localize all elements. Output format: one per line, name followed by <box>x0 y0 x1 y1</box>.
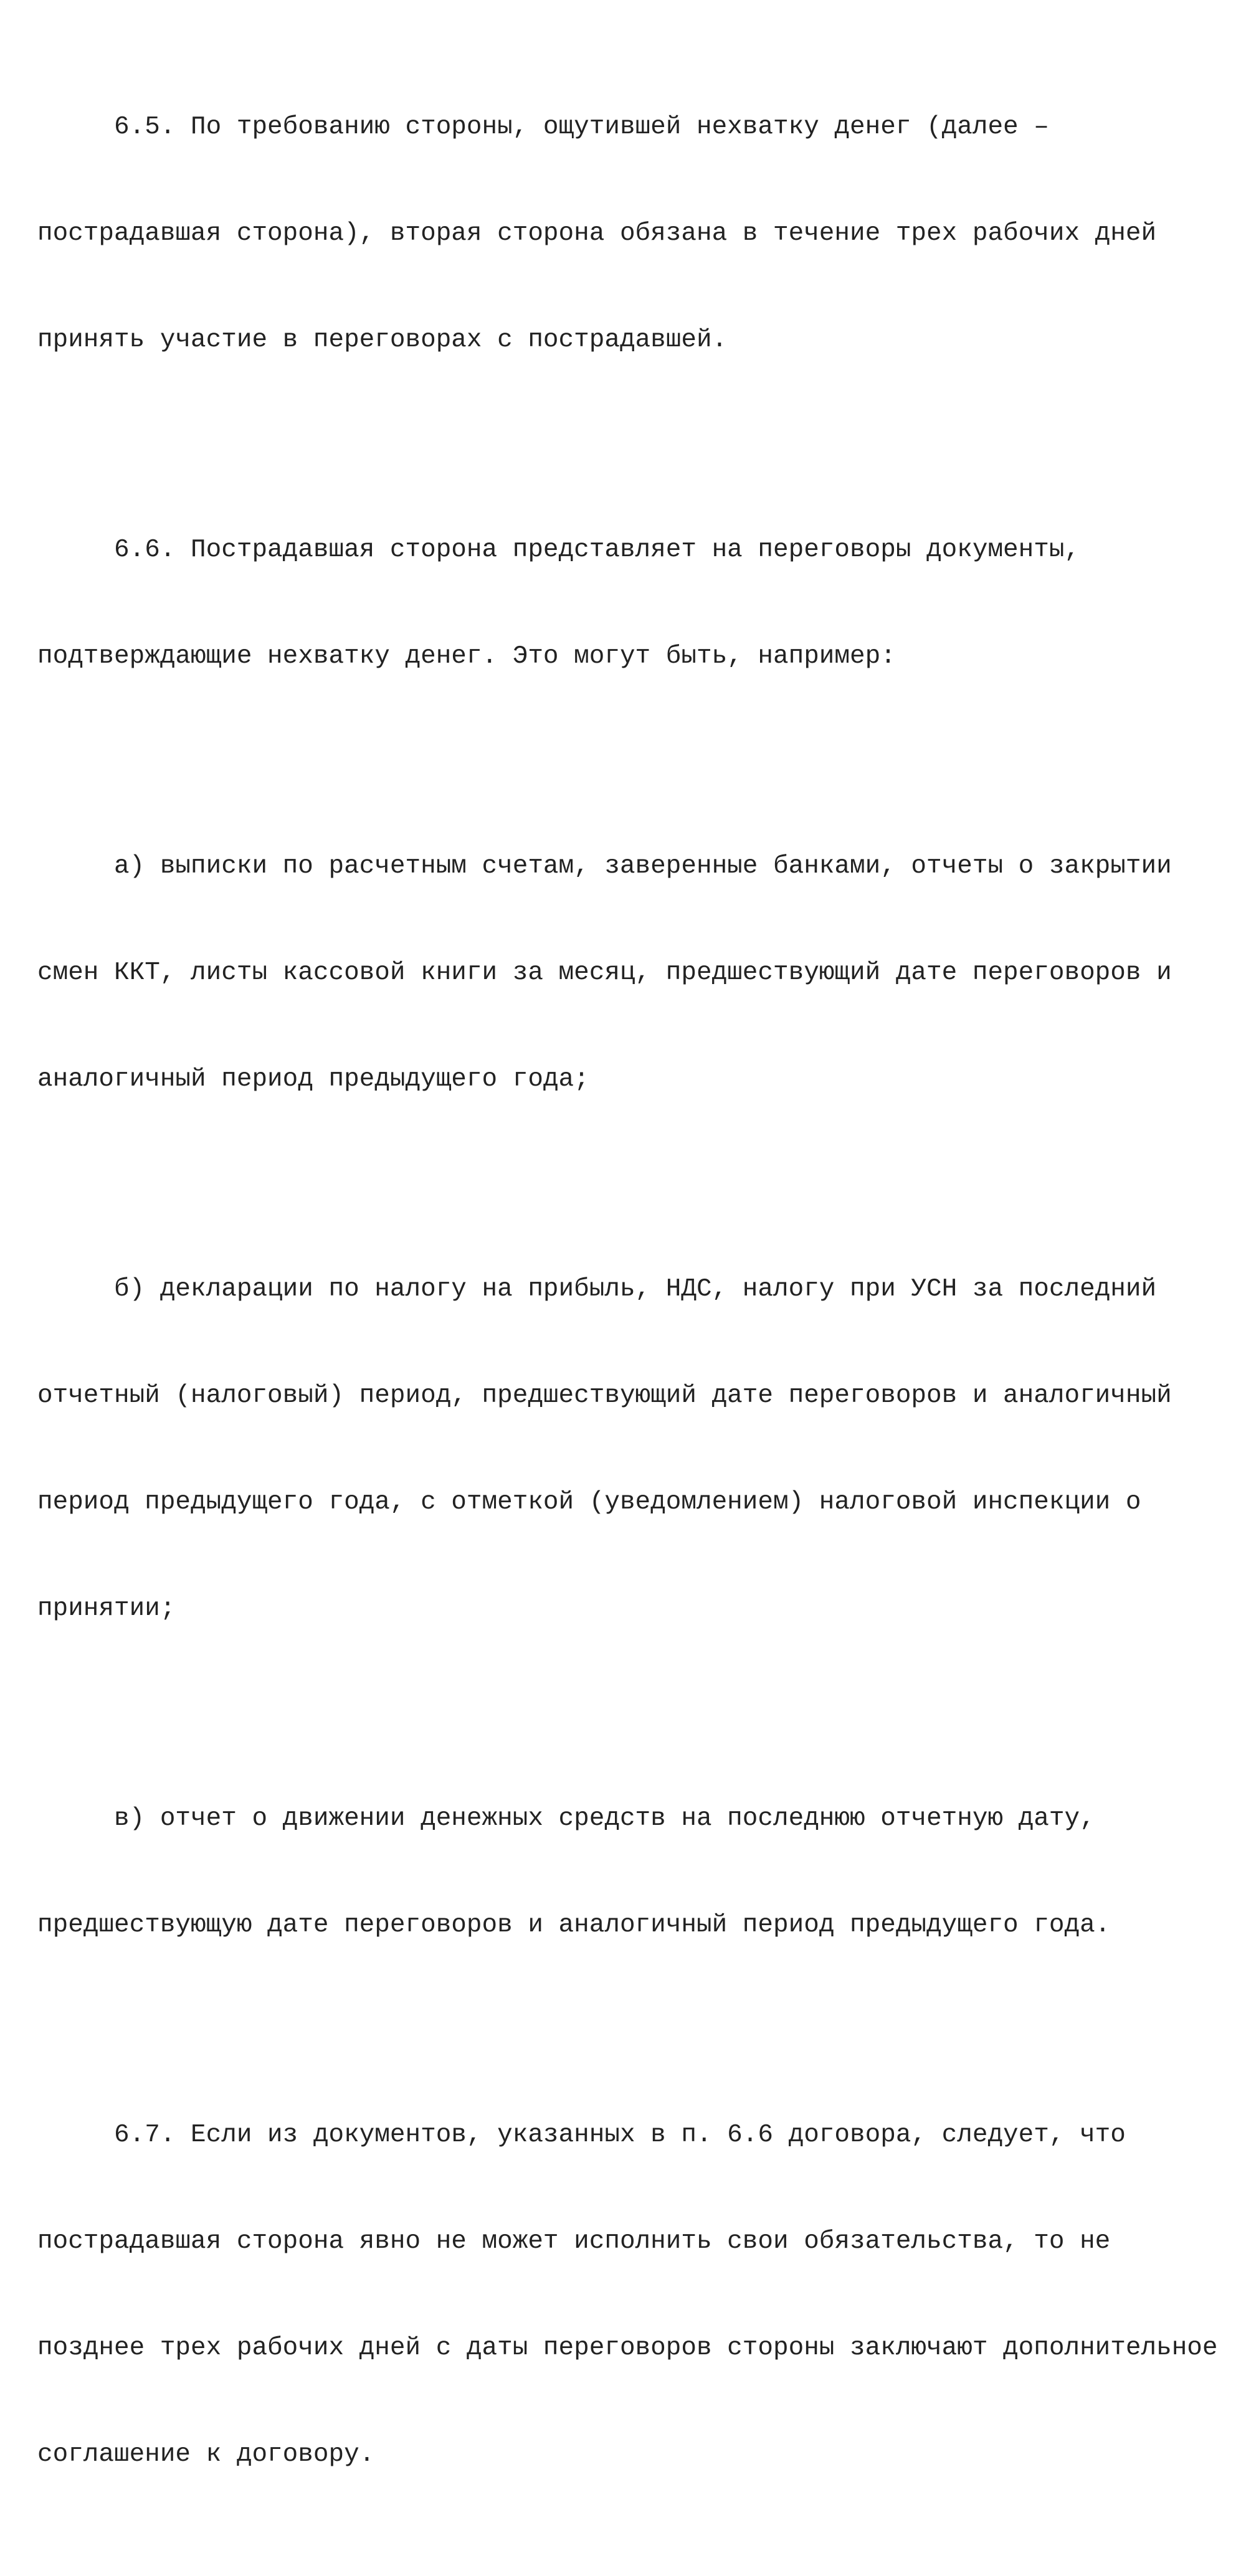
text-line: период предыдущего года, с отметкой (уведомлением) налоговой инспекции о <box>37 1488 1141 1517</box>
paragraph-6-7 <box>37 2047 1234 2544</box>
text-line: смен ККТ, листы кассовой книги за месяц, предшествующий дате переговоров и <box>37 959 1172 987</box>
list-item-v <box>37 1730 1234 2014</box>
list-item-b <box>37 1201 1234 1698</box>
text-line: подтверждающие нехватку денег. Это могут быть, например: <box>37 642 896 671</box>
text-line: принять участие в переговорах с пострадавшей. <box>37 326 728 354</box>
paragraph-6-6 <box>37 462 1234 746</box>
text-line: аналогичный период предыдущего года; <box>37 1065 589 1094</box>
text-line: пострадавшая сторона явно не может исполнить свои обязательства, то не <box>37 2227 1111 2256</box>
text-line: предшествующую дате переговоров и аналогичный период предыдущего года. <box>37 1911 1111 1939</box>
document-body <box>37 39 1234 2576</box>
text-line: б) декларации по налогу на прибыль, НДС, налогу при УСН за последний <box>37 1275 1157 1304</box>
text-line: а) выписки по расчетным счетам, заверенные банками, отчеты о закрытии <box>37 852 1172 881</box>
list-item-a <box>37 778 1234 1168</box>
text-line: в) отчет о движении денежных средств на последнюю отчетную дату, <box>37 1804 1095 1833</box>
text-line: 6.5. По требованию стороны, ощутившей нехватку денег (далее – <box>37 113 1049 141</box>
text-line: соглашение к договору. <box>37 2440 375 2469</box>
paragraph-6-5 <box>37 39 1234 429</box>
text-line: позднее трех рабочих дней с даты переговоров стороны заключают дополнительное <box>37 2334 1218 2362</box>
text-line: пострадавшая сторона), вторая сторона обязана в течение трех рабочих дней <box>37 219 1157 248</box>
text-line: принятии; <box>37 1594 176 1623</box>
text-line: 6.6. Пострадавшая сторона представляет на переговоры документы, <box>37 536 1080 564</box>
text-line: 6.7. Если из документов, указанных в п. 6.6 договора, следует, что <box>37 2121 1126 2149</box>
text-line: отчетный (налоговый) период, предшествующий дате переговоров и аналогичный <box>37 1381 1172 1410</box>
